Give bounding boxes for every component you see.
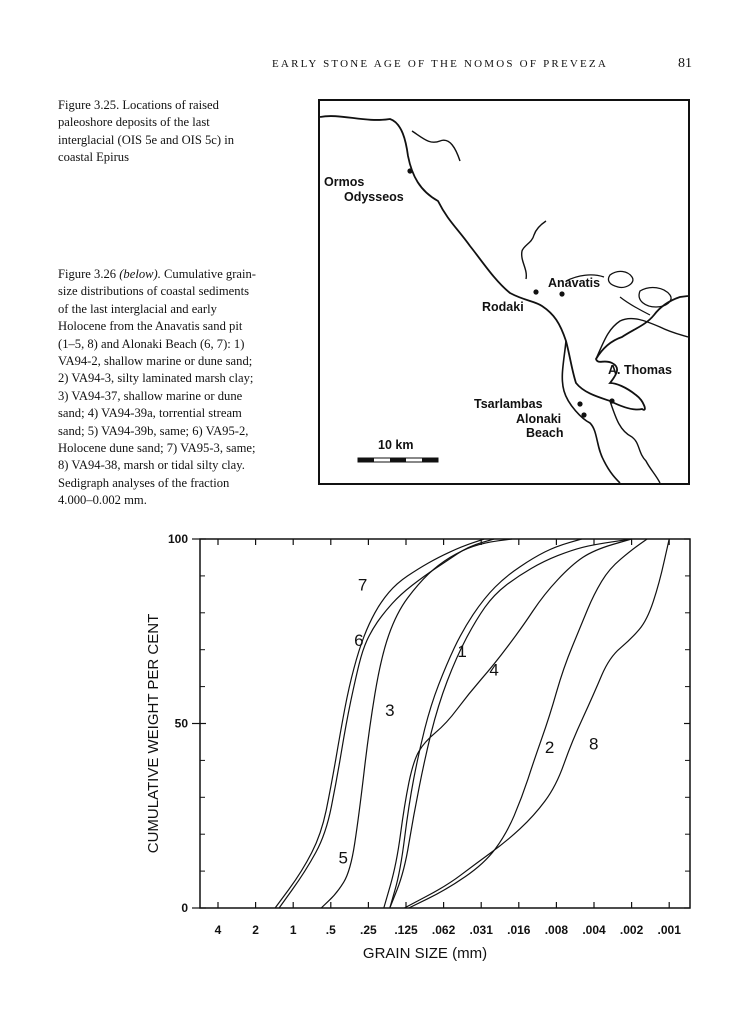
y-tick-label: 0: [181, 901, 188, 915]
southern-spit: [610, 401, 660, 483]
x-tick-label: 4: [214, 923, 222, 937]
map-svg: [320, 101, 688, 483]
x-tick-label: .001: [657, 923, 681, 937]
x-tick-label: .004: [582, 923, 606, 937]
label-ormos: Ormos: [324, 175, 365, 189]
running-head: EARLY STONE AGE OF THE NOMOS OF PREVEZA: [272, 58, 608, 70]
figure-3-26-caption-italic: (below).: [119, 267, 161, 281]
grain-size-chart: [140, 525, 700, 965]
site-dot-alonaki: [581, 412, 586, 417]
x-tick-label: .5: [325, 923, 336, 937]
curve-label-1: 1: [457, 642, 467, 662]
figure-3-25-caption: Figure 3.25. Locations of raised paleoshore deposits of the last interglacial (OIS 5e and OIS 5c) in coastal Epirus: [58, 98, 235, 165]
label-anavatis: Anavatis: [548, 276, 601, 290]
lagoon-shore-ne: [620, 297, 650, 315]
x-tick-label: .016: [507, 923, 531, 937]
site-dot-rodaki: [533, 289, 538, 294]
x-tick-label: .008: [544, 923, 569, 937]
y-tick-label: 100: [167, 532, 188, 546]
x-axis-title: GRAIN SIZE (mm): [362, 945, 488, 962]
scale-bar: [358, 458, 438, 462]
x-tick-label: .002: [619, 923, 644, 937]
curve-label-3: 3: [385, 701, 395, 721]
curve-8: [404, 539, 669, 908]
curve-label-8: 8: [589, 734, 599, 754]
site-dot-athomas: [609, 398, 614, 403]
curve-label-4: 4: [489, 660, 499, 680]
x-tick-label: .062: [431, 923, 456, 937]
chart-svg: [140, 525, 700, 965]
x-tick-label: .25: [360, 923, 377, 937]
ormos-river: [412, 131, 460, 161]
y-tick-label: 50: [174, 716, 188, 731]
curve-label-6: 6: [354, 631, 364, 651]
y-axis-title: CUMULATIVE WEIGHT PER CENT: [145, 613, 162, 854]
x-tick-label: 1: [289, 923, 297, 937]
label-a-thomas: A. Thomas: [608, 363, 672, 377]
site-dot-anavatis: [559, 291, 564, 296]
scale-label: 10 km: [378, 438, 414, 452]
river-rodaki: [522, 221, 546, 279]
label-beach: Beach: [526, 426, 564, 440]
lagoon-island-1: [608, 271, 632, 287]
curve-label-2: 2: [544, 738, 555, 758]
figure-3-26-caption: [58, 266, 256, 510]
curve-label-7: 7: [357, 575, 368, 595]
curve-5: [321, 539, 512, 908]
curve-3: [390, 539, 582, 908]
curve-label-5: 5: [338, 848, 348, 868]
map-figure: [318, 99, 690, 485]
x-tick-label: .125: [394, 923, 418, 937]
x-tick-label: 2: [252, 923, 259, 937]
label-alonaki: Alonaki: [516, 412, 562, 426]
site-dot-ormos: [407, 168, 412, 173]
figure-3-26-caption-body: Cumulative grain-size distributions of coastal sediments of the last interglacial and early Holocene from the Anavatis sand pit (1–5, 8) and Alonaki Beach (6, 7): 1) VA94-2, shallow marine or dune sand; 2) VA94-3, silty laminated marsh clay; 3) VA94-37, shallow marine or dune sand; 4) VA94-39a, torrential stream sand; 5) VA94-39b, same; 6) VA95-2, Holocene dune sand; 7) VA95-3, same; 8) VA94-38, marsh or tidal silty clay. Sedigraph analyses of the fraction 4.000–0.002 mm.: [58, 267, 256, 508]
label-odysseos: Odysseos: [344, 190, 404, 204]
site-dot-tsarlambas: [577, 401, 582, 406]
x-tick-label: .031: [469, 923, 493, 937]
page-number: 81: [678, 56, 692, 71]
lagoon-island-2: [639, 288, 671, 307]
curve-7: [275, 539, 484, 908]
figure-3-26-caption-lead: Figure 3.26: [58, 267, 117, 281]
label-rodaki: Rodaki: [482, 300, 524, 314]
label-tsarlambas: Tsarlambas: [474, 397, 543, 411]
